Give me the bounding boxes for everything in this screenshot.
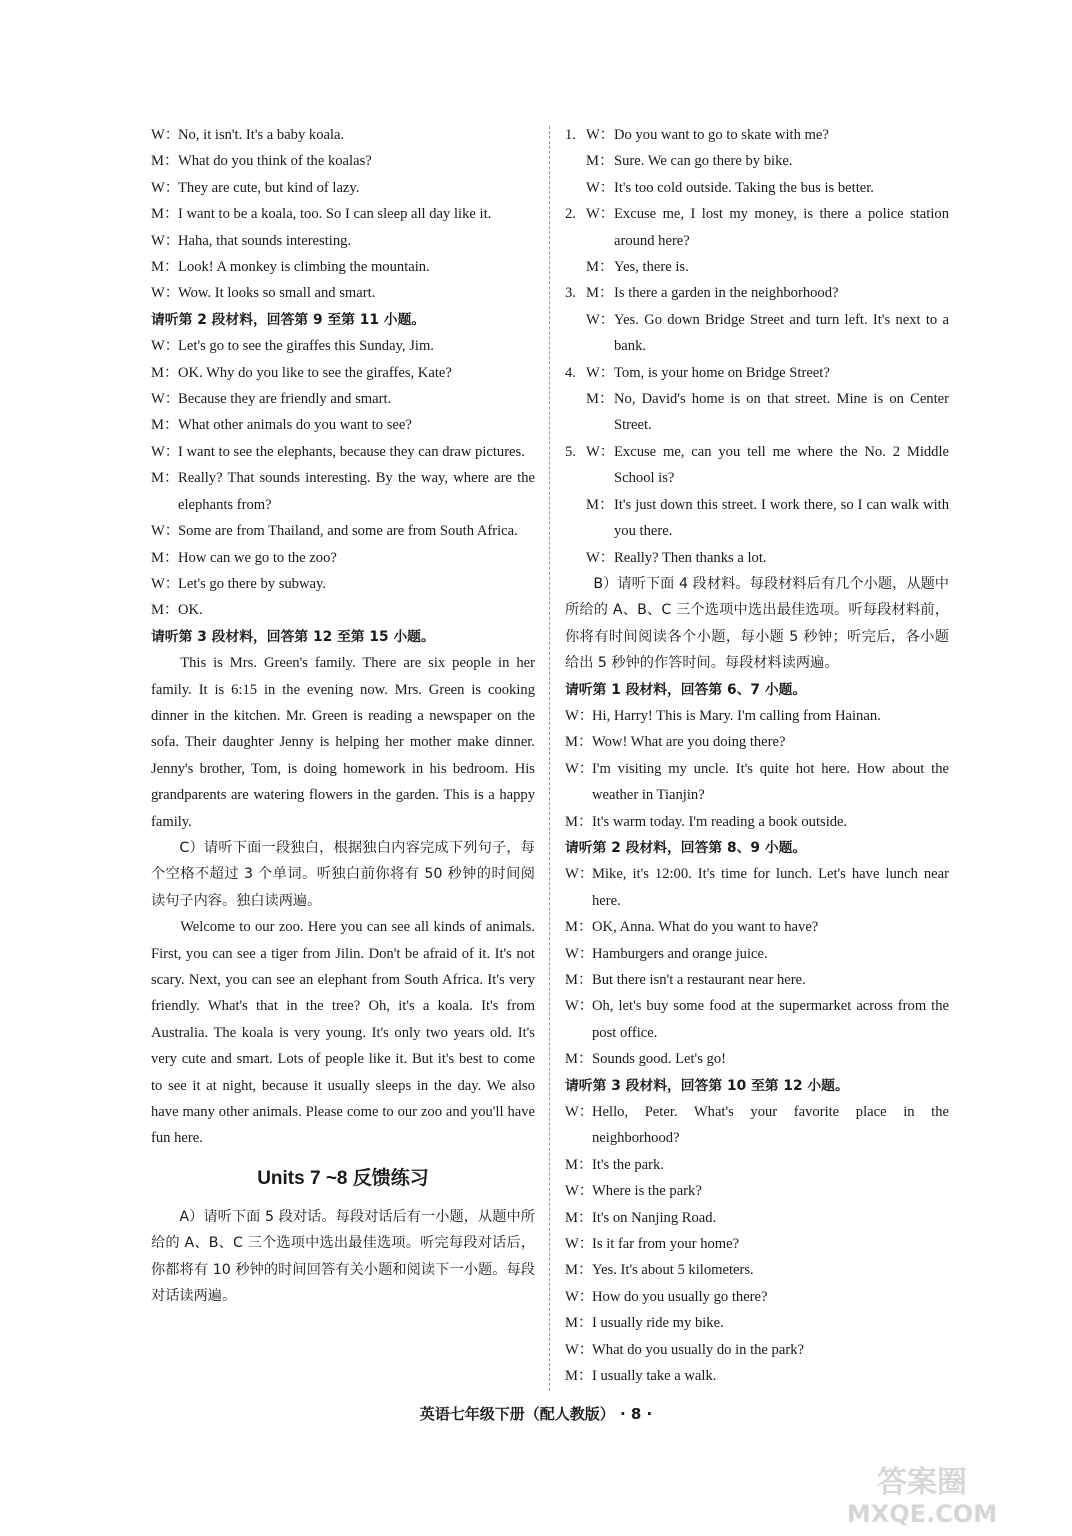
- dialogue-line: [565, 1099, 949, 1152]
- dialogue-line: [151, 201, 535, 227]
- question-number: 2.: [565, 206, 576, 223]
- speaker-label: M：: [565, 1156, 593, 1173]
- speaker-label: W：: [151, 391, 180, 408]
- right-column: [565, 122, 949, 1390]
- dialogue-line: [565, 122, 949, 148]
- speaker-label: W：: [151, 232, 180, 249]
- dialogue-line: [151, 545, 535, 571]
- speaker-label: W：: [565, 760, 594, 777]
- line-text: I want to see the elephants, because they can draw pictures.: [178, 443, 525, 460]
- speaker-label: W：: [151, 523, 180, 540]
- line-text: It's warm today. I'm reading a book outside.: [592, 813, 848, 830]
- speaker-label: W：: [565, 866, 594, 883]
- line-text: Excuse me, I lost my money, is there a police station around here?: [614, 206, 949, 249]
- speaker-label: M：: [151, 259, 179, 276]
- speaker-label: M：: [586, 259, 614, 276]
- speaker-label: W：: [586, 443, 615, 460]
- speaker-label: M：: [151, 602, 179, 619]
- dialogue-line: [565, 307, 949, 360]
- monologue: Welcome to our zoo. Here you can see all kinds of animals. First, you can see a tiger from Jilin. Don't be afraid of it. It's not scary. Next, you can see an elephant from South Africa. It's very friendly. What's that in the tree? Oh, it's a koala. It's from Australia. The koala is very young. It's only two years old. It's very cute and smart. Lots of people like it. But it's best to come to see it at night, because it usually sleeps in the day. We also have many other animals. Please come to our zoo and you'll have fun here.: [151, 919, 535, 1147]
- line-text: It's the park.: [592, 1156, 664, 1173]
- heading-part-3: 请听第 3 段材料，回答第 12 至第 15 小题。: [151, 628, 435, 645]
- dialogue-line: [151, 465, 535, 518]
- section-a-instructions: A）请听下面 5 段对话。每段对话后有一小题，从题中所给的 A、B、C 三个选项中选出最佳选项。听完每段对话后，你都将有 10 秒钟的时间回答有关小题和阅读下一小题。每段对话读两遍。: [151, 1208, 535, 1305]
- speaker-label: M：: [151, 206, 179, 223]
- dialogue-line: [151, 148, 535, 174]
- dialogue-b1: [565, 703, 949, 835]
- line-text: I'm visiting my uncle. It's quite hot here. How about the weather in Tianjin?: [592, 760, 949, 804]
- line-text: Hi, Harry! This is Mary. I'm calling from Hainan.: [592, 707, 881, 724]
- speaker-label: M：: [565, 919, 593, 936]
- speaker-label: W：: [565, 1104, 594, 1121]
- unit-title: Units 7 ~8 反馈练习: [257, 1167, 429, 1189]
- speaker-label: W：: [151, 575, 180, 592]
- speaker-label: M：: [565, 1315, 593, 1332]
- dialogue-line: [565, 703, 949, 729]
- speaker-label: W：: [565, 1341, 594, 1358]
- line-text: How can we go to the zoo?: [178, 549, 337, 566]
- speaker-label: W：: [565, 1236, 594, 1253]
- question-number: 5.: [565, 443, 576, 460]
- speaker-label: M：: [565, 1368, 593, 1385]
- line-text: Yes, there is.: [614, 259, 689, 276]
- speaker-label: M：: [586, 391, 614, 408]
- dialogue-line: [151, 122, 535, 148]
- speaker-label: M：: [586, 153, 614, 170]
- dialogue-line: [565, 861, 949, 914]
- speaker-label: W：: [151, 179, 180, 196]
- dialogue-b3: [565, 1099, 949, 1389]
- line-text: Wow! What are you doing there?: [592, 734, 786, 751]
- question-number: 1.: [565, 127, 576, 143]
- speaker-label: W：: [586, 179, 615, 196]
- dialogue-line: [151, 228, 535, 254]
- speaker-label: W：: [565, 945, 594, 962]
- line-text: I want to be a koala, too. So I can sleep all day like it.: [178, 206, 492, 223]
- line-text: Haha, that sounds interesting.: [178, 232, 352, 249]
- dialogue-line: [565, 1284, 949, 1310]
- dialogue-line: [565, 1337, 949, 1363]
- watermark-logo: [802, 1460, 1042, 1530]
- line-text: It's on Nanjing Road.: [592, 1209, 717, 1226]
- speaker-label: M：: [586, 496, 614, 513]
- dialogue-line: [565, 148, 949, 174]
- dialogue-line: [565, 941, 949, 967]
- dialogue-line: [565, 1205, 949, 1231]
- line-text: Do you want to go to skate with me?: [614, 127, 829, 143]
- watermark-line-2: MXQE.COM: [846, 1500, 998, 1528]
- dialogue-line: [565, 1363, 949, 1389]
- dialogue-line: [151, 386, 535, 412]
- line-text: Let's go to see the giraffes this Sunday, Jim.: [178, 338, 434, 355]
- line-text: Some are from Thailand, and some are from South Africa.: [178, 523, 518, 540]
- speaker-label: W：: [151, 338, 180, 355]
- line-text: OK.: [178, 602, 203, 619]
- left-column: [151, 122, 535, 1309]
- speaker-label: M：: [151, 153, 179, 170]
- speaker-label: W：: [586, 549, 615, 566]
- page-footer: 英语七年级下册（配人教版） · 8 ·: [419, 1405, 653, 1423]
- speaker-label: M：: [565, 1209, 593, 1226]
- dialogue-line: [565, 175, 949, 201]
- dialogue-b2: [565, 861, 949, 1072]
- speaker-label: W：: [565, 1288, 594, 1305]
- part-a-dialogues: [565, 122, 949, 571]
- line-text: Hamburgers and orange juice.: [592, 945, 768, 962]
- dialogue-line: [565, 809, 949, 835]
- heading-b-part-2: 请听第 2 段材料，回答第 8、9 小题。: [565, 839, 807, 856]
- line-text: I usually ride my bike.: [592, 1315, 724, 1332]
- speaker-label: W：: [151, 127, 180, 143]
- line-text: Look! A monkey is climbing the mountain.: [178, 259, 430, 276]
- line-text: Sounds good. Let's go!: [592, 1051, 726, 1068]
- question-number: 3.: [565, 285, 576, 302]
- line-text: Really? That sounds interesting. By the way, where are the elephants from?: [178, 470, 535, 513]
- speaker-label: W：: [565, 1183, 594, 1200]
- line-text: OK, Anna. What do you want to have?: [592, 919, 819, 936]
- speaker-label: M：: [565, 734, 593, 751]
- speaker-label: W：: [151, 285, 180, 302]
- speaker-label: M：: [151, 364, 179, 381]
- line-text: Really? Then thanks a lot.: [614, 549, 767, 566]
- dialogue-line: [565, 1231, 949, 1257]
- speaker-label: M：: [151, 470, 179, 487]
- line-text: Mike, it's 12:00. It's time for lunch. Let's have lunch near here.: [592, 866, 949, 909]
- line-text: Hello, Peter. What's your favorite place in the neighborhood?: [592, 1104, 949, 1147]
- dialogue-line: [565, 254, 949, 280]
- line-text: What do you think of the koalas?: [178, 153, 372, 170]
- line-text: What other animals do you want to see?: [178, 417, 412, 434]
- dialogue-line: [565, 545, 949, 571]
- line-text: Excuse me, can you tell me where the No. 2 Middle School is?: [614, 443, 949, 487]
- speaker-label: M：: [565, 1262, 593, 1279]
- dialogue-line: [565, 1257, 949, 1283]
- heading-b-part-1: 请听第 1 段材料，回答第 6、7 小题。: [565, 681, 807, 698]
- line-text: I usually take a walk.: [592, 1368, 717, 1385]
- speaker-label: W：: [151, 443, 180, 460]
- line-text: Sure. We can go there by bike.: [614, 153, 793, 170]
- dialogue-line: [565, 1152, 949, 1178]
- dialogue-line: [151, 597, 535, 623]
- line-text: They are cute, but kind of lazy.: [178, 179, 360, 196]
- speaker-label: M：: [565, 1051, 593, 1068]
- dialogue-line: [565, 280, 949, 306]
- dialogue-line: [565, 386, 949, 439]
- speaker-label: W：: [586, 311, 615, 328]
- dialogue-1: [151, 122, 535, 307]
- speaker-label: W：: [565, 707, 594, 724]
- dialogue-line: [565, 360, 949, 386]
- speaker-label: M：: [565, 972, 593, 988]
- speaker-label: W：: [586, 127, 615, 143]
- dialogue-line: [151, 360, 535, 386]
- dialogue-line: [151, 518, 535, 544]
- heading-part-2: 请听第 2 段材料，回答第 9 至第 11 小题。: [151, 311, 426, 328]
- watermark-line-1: 答案圈: [877, 1465, 967, 1500]
- speaker-label: M：: [586, 285, 614, 302]
- dialogue-line: [565, 201, 949, 254]
- line-text: Is there a garden in the neighborhood?: [614, 285, 839, 302]
- line-text: Yes. It's about 5 kilometers.: [592, 1262, 754, 1279]
- line-text: It's just down this street. I work there, so I can walk with you there.: [614, 496, 949, 540]
- dialogue-line: [565, 993, 949, 1046]
- line-text: How do you usually go there?: [592, 1288, 768, 1305]
- dialogue-line: [151, 571, 535, 597]
- dialogue-line: [565, 967, 949, 993]
- speaker-label: W：: [586, 206, 615, 223]
- dialogue-line: [151, 280, 535, 306]
- dialogue-line: [151, 333, 535, 359]
- column-divider: [549, 126, 550, 1391]
- speaker-label: M：: [151, 417, 179, 434]
- line-text: No, David's home is on that street. Mine is on Center Street.: [614, 391, 949, 434]
- line-text: Oh, let's buy some food at the supermarket across from the post office.: [592, 998, 949, 1041]
- dialogue-line: [151, 439, 535, 465]
- line-text: Is it far from your home?: [592, 1236, 740, 1253]
- question-number: 4.: [565, 364, 576, 381]
- line-text: No, it isn't. It's a baby koala.: [178, 127, 345, 143]
- speaker-label: W：: [565, 998, 594, 1015]
- section-b-instructions: B）请听下面 4 段材料。每段材料后有几个小题，从题中所给的 A、B、C 三个选项中选出最佳选项。听每段材料前，你将有时间阅读各个小题，每小题 5 秒钟；听完后，各小题给出 5 秒钟的作答时间。每段材料读两遍。: [565, 575, 949, 672]
- dialogue-line: [565, 439, 949, 492]
- dialogue-2: [151, 333, 535, 623]
- line-text: It's too cold outside. Taking the bus is better.: [614, 179, 874, 196]
- line-text: But there isn't a restaurant near here.: [592, 972, 806, 988]
- line-text: Where is the park?: [592, 1183, 702, 1200]
- dialogue-line: [565, 729, 949, 755]
- dialogue-line: [565, 1310, 949, 1336]
- dialogue-line: [151, 412, 535, 438]
- dialogue-line: [565, 1178, 949, 1204]
- line-text: Tom, is your home on Bridge Street?: [614, 364, 830, 381]
- speaker-label: W：: [586, 364, 615, 381]
- dialogue-line: [151, 175, 535, 201]
- dialogue-line: [565, 914, 949, 940]
- line-text: Let's go there by subway.: [178, 575, 326, 592]
- dialogue-line: [151, 254, 535, 280]
- line-text: What do you usually do in the park?: [592, 1341, 804, 1358]
- heading-b-part-3: 请听第 3 段材料，回答第 10 至第 12 小题。: [565, 1077, 849, 1094]
- dialogue-line: [565, 492, 949, 545]
- line-text: OK. Why do you like to see the giraffes, Kate?: [178, 364, 452, 381]
- dialogue-line: [565, 756, 949, 809]
- passage-3: This is Mrs. Green's family. There are six people in her family. It is 6:15 in the evening now. Mrs. Green is cooking dinner in the kitchen. Mr. Green is reading a newspaper on the sofa. Their daughter Jenny is helping her mother make dinner. Jenny's brother, Tom, is doing homework in his bedroom. His grandparents are watering flowers in the garden. This is a happy family.: [151, 655, 535, 830]
- speaker-label: M：: [565, 813, 593, 830]
- speaker-label: M：: [151, 549, 179, 566]
- dialogue-line: [565, 1046, 949, 1072]
- section-c-instructions: C）请听下面一段独白，根据独白内容完成下列句子，每个空格不超过 3 个单词。听独白前你将有 50 秒钟的时间阅读句子内容。独白读两遍。: [151, 839, 535, 909]
- line-text: Because they are friendly and smart.: [178, 391, 392, 408]
- line-text: Yes. Go down Bridge Street and turn left. It's next to a bank.: [614, 311, 949, 355]
- line-text: Wow. It looks so small and smart.: [178, 285, 376, 302]
